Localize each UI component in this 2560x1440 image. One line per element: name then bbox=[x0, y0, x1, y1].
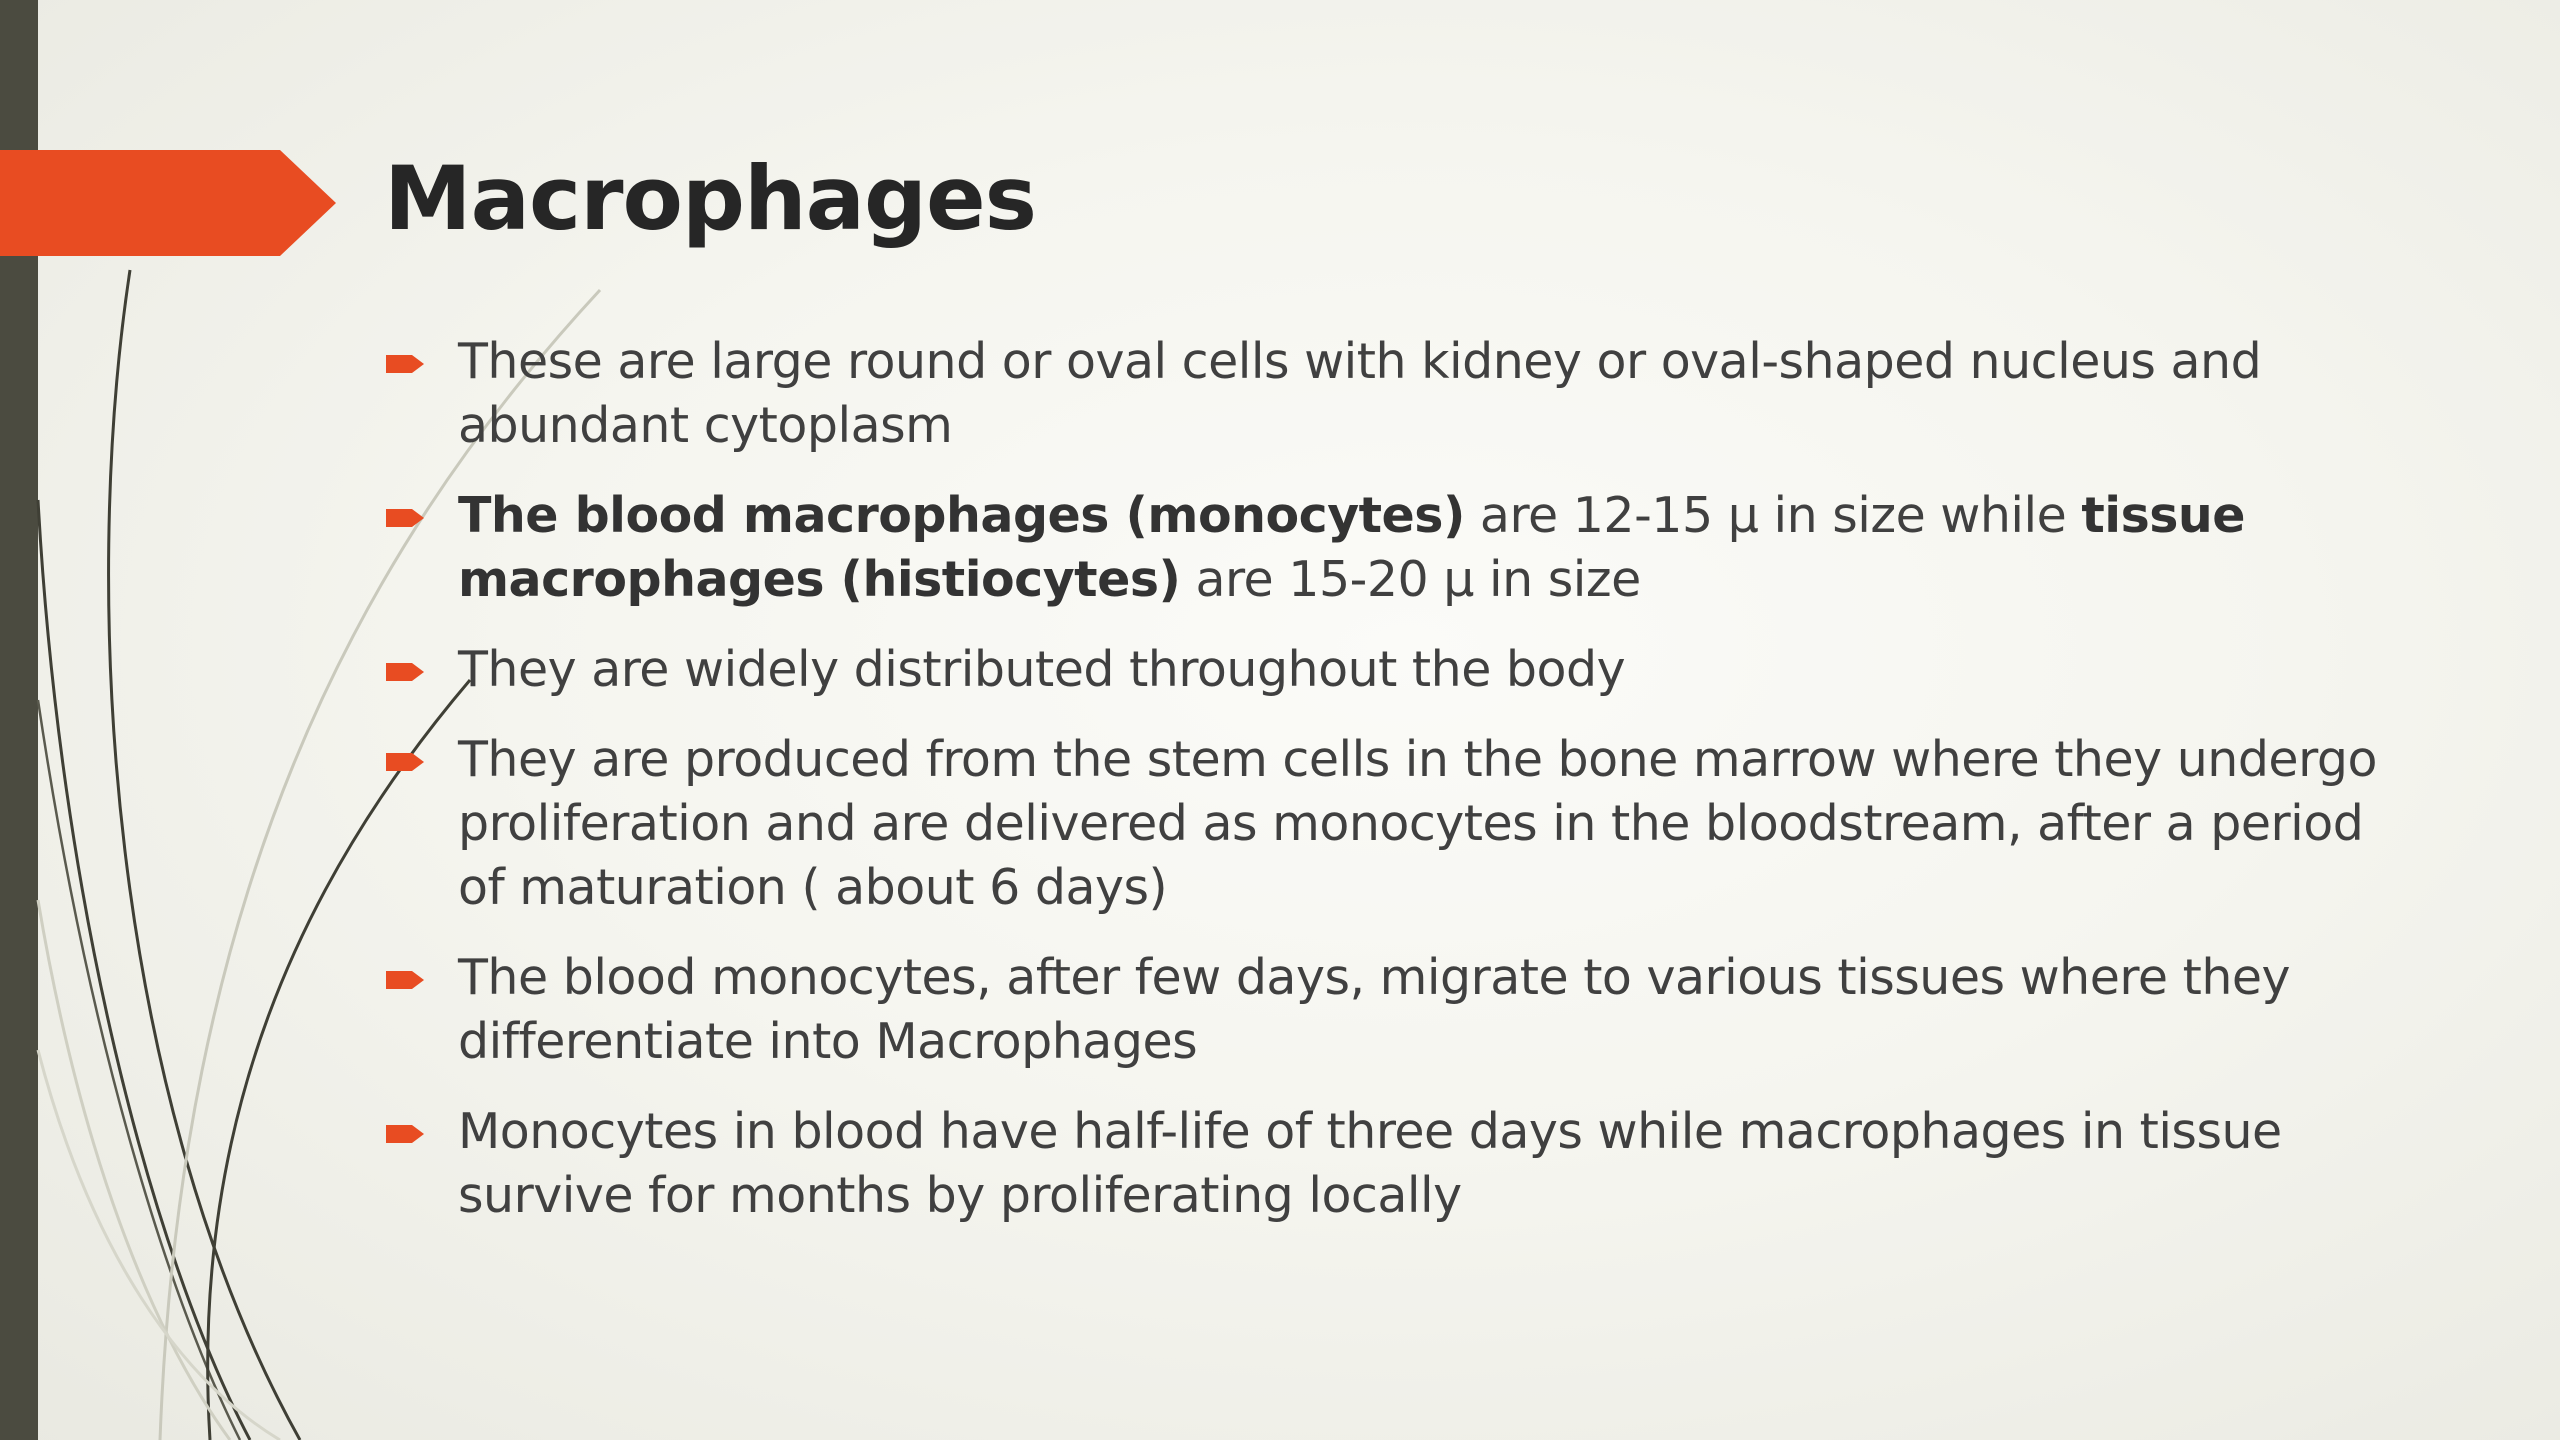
bullet-arrow-icon bbox=[386, 506, 424, 530]
bullet-item bbox=[384, 638, 2414, 702]
bullet-text: They are widely distributed throughout the body bbox=[458, 641, 1626, 698]
title-arrow-shape bbox=[0, 150, 336, 256]
bullet-item bbox=[384, 1100, 2414, 1228]
bullet-text: are 15-20 μ in size bbox=[1180, 551, 1641, 608]
bullet-item bbox=[384, 330, 2414, 458]
bullet-arrow-icon bbox=[386, 1122, 424, 1146]
bullet-text: They are produced from the stem cells in the bone marrow where they undergo proliferation and are delivered as monocytes in the bloodstream, after a period of maturation ( about 6 days) bbox=[458, 731, 2377, 916]
bullet-item bbox=[384, 946, 2414, 1074]
bullet-arrow-icon bbox=[386, 352, 424, 376]
bullet-text: These are large round or oval cells with kidney or oval-shaped nucleus and abundant cytoplasm bbox=[458, 333, 2262, 454]
bullet-arrow-icon bbox=[386, 968, 424, 992]
bullet-text-bold: tissue macrophages (histiocytes) bbox=[458, 487, 2246, 608]
bullet-arrow-icon bbox=[386, 660, 424, 684]
bullet-text-bold: The blood macrophages (monocytes) bbox=[458, 487, 1465, 544]
bullet-item bbox=[384, 728, 2414, 920]
swoosh-line bbox=[38, 1050, 280, 1440]
bullet-list bbox=[384, 330, 2414, 1254]
bullet-arrow-icon bbox=[386, 750, 424, 774]
bullet-text: The blood monocytes, after few days, migrate to various tissues where they differentiate into Macrophages bbox=[458, 949, 2291, 1070]
slide-title: Macrophages bbox=[384, 147, 1037, 250]
bullet-item bbox=[384, 484, 2414, 612]
swoosh-line bbox=[38, 900, 230, 1440]
bullet-text: Monocytes in blood have half-life of three days while macrophages in tissue survive for months by proliferating locally bbox=[458, 1103, 2282, 1224]
bullet-text: are 12-15 μ in size while bbox=[1464, 487, 2082, 544]
